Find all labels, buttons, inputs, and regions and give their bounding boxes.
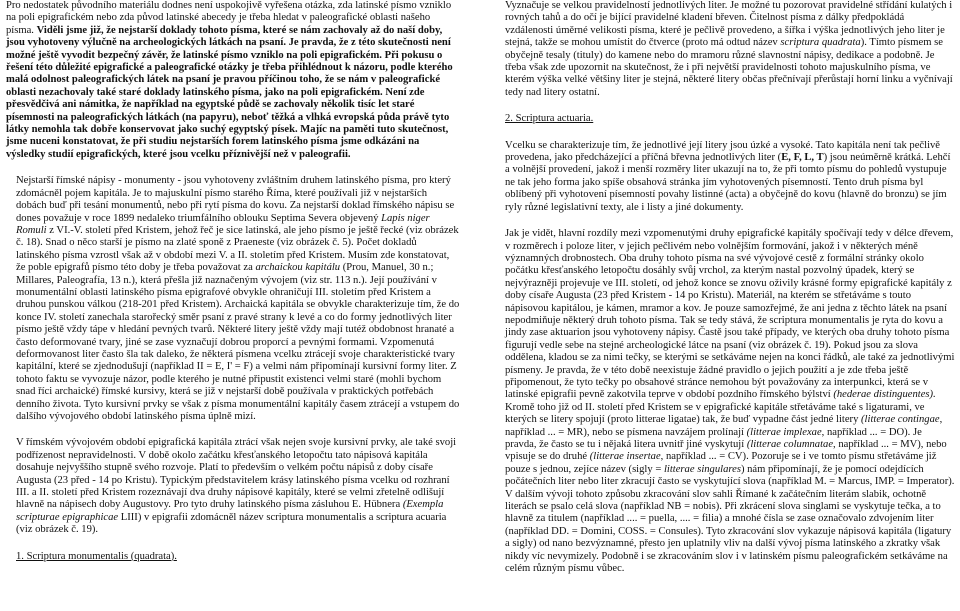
section-heading-actuaria: 2. Scriptura actuaria. — [505, 113, 594, 125]
actuaria-paragraph: Vcelku se charakterizuje tím, že jednotlivé její litery jsou úzké a vysoké. Tato kapitála není tak pečlivě provedena, jako předcházející a příčná břevna jednotlivých liter (E, F, L, T) jsou neúměrně krátká. Lehčí a volnější provedení, jakož i menší rozměry liter ukazují na to, že při tomto písmu do pohledů vystupuje ne tak jeho forma jako spíše obsahová stránka jím vyhotovených písemností. Tento druh písma byl oblíbený při vyhotovení písemností povahy listinné (acta) a obyčejně do kovu (hlavně do bronzu) se jím ryly různé legislativní texty, ale i listy a jiné dokumenty. — [505, 139, 951, 213]
comparison-paragraph: Jak je vidět, hlavní rozdíly mezi vzpomenutými druhy epigrafické kapitály spočívají tedy v délce dřevem, v rozměrech i poloze liter, v jejich pečlivém nebo volnějším formování, jakož i v některých méně významných drobnostech. Oba druhy tohoto písma na své vývojové cestě z formální stránky okolo počátku křesťanského letopočtu dosáhly svůj vrchol, za kterým nastal pozvolný úpadek, který se nejvýrazněji projevuje ve III. století, od jehož konce se znovu oživily krásné formy epigrafické kapitály z doby císaře Augusta (23 před Kristem - 14 po Kristu). Materiál, na kterém se střetáváme s touto nápisovou kapitálou, je kámen, mramor a kov. Je pouze samozřejmé, že ani jedna z těchto látek na psaní nepodmiňuje některý druh tohoto písma. Tak se tedy stává, že scriptura monumentalis je ryta do kovu a jindy zase aktuarion jsou vyhotoveny nápisy. Častě jsou také případy, ve kterých oba druhy tohoto písma figurují vedle sebe na stejné archeologické látce na psaní (viz obrázek č. 19). Pokud jsou za slova oddělena, kladou se za nimi tečky, se kterými se setkáváme nejen na konci řádků, ale také za jednotlivými písmeny. Je pravda, že v této době neexistuje žádné pravidlo o jejich použití a je zde třeba ještě připomenout, že tyto tečky po obsahové stránce nemohou být považovány za interpunkci, která se v latinské epigrafii pevně zakotvila teprve v období pozdního římského býlství (hederae distinguentes). Kromě toho již od II. století před Kristem se v epigrafické kapitále střetáváme také s ligaturami, ve kterých se litery spojují (proto litterae ligatae) tak, že buď vypadne část jedné litery (litterae contingae, například ... = MR), nebo se písmena navzájem prolínají (litterae implexae, například ... = DO). Je pravda, že často se tu i nějaká litera uvnitř jiné vyskytují (litterae columnatae, například ... = MV), nebo vpisuje se do druhé (litterae insertae, například ... = CV). Pozoruje se i ve tomto písmu střetáváme již pouze s jednou, zejíce název (sigly = litterae singulares) nám připomínají, že je pomocí odejdících počátečních liter nebo liter zkracují často se vyskytující slova (například M. = Marcus, IMP. = Imperator). V dalším vývoji tohoto způsobu zkracování slov sahli Římané k začátečním literám slabik, ochotně literách se psalo celá slova (například NB = nobis). Při zkrácení slova singlami se vyskytuje tečka, a to hlavně za titulem (například .... = puella, .... = filia) a mnohé čísla se zase označovalo zdvojením liter (například DD. = Domini, COSS. = Consules). Tyto zkracování slov vykazuje nápisová kapitála (ligatury a sigly) od nano bezvýznamné, přesto jen uplatnily vliv na další vývoj písma latinského a zkratky však nikdy víc nevymizely. Podobně i se zkracováním slov i v latinském písmu paleografickém setkáváme na celém různým písmu vůbec. — [505, 228, 955, 575]
intro-paragraph: Pro nedostatek původního materiálu dodnes není uspokojivě vyřešena otázka, zda latinské písmo vzniklo na poli epigrafickém nebo zda původ latinské abecedy je třeba hledat v paleografické oblasti našeho písma. Viděli jsme již, že nejstarší doklady tohoto písma, které se nám zachovaly až do naší doby, jsou vyhotoveny výlučně na archeologických látkách na psaní. Je pravda, že z této skutečnosti není možné ještě vyvodit bezpečný závěr, že latinské písmo vzniklo na poli epigrafickém. Při pokusu o řešení této důležité epigrafické a paleografické otázky je třeba přihlédnout k názoru, podle kterého malá odolnost paleografických látek na psaní je pravou příčinou toho, že se nám v paleografické oblasti nezachovaly také staré doklady latinského písma, jako na poli epigrafickém. Není zde přesvědčivá ani námitka, že například na egyptské půdě se zachovaly několik tisíc let staré písemnosti na paleografických látkách (na papyru), neboť těžká a vlhká evropská půda právě tyto látky nemohla tak dobře konservovat jako suchý egyptský písek. Majíc na paměti tuto skutečnost, jsme nuceni konstatovat, že při studiu nejstarších forem latinského písma jsme odkázáni na výsledky studií epigrafických, které jsou vcelku příznivější než v paleografii. — [6, 0, 453, 160]
roman-period-paragraph: V římském vývojovém období epigrafická kapitála ztrácí však nejen svoje kursivní prvky, ale také svoji podřízenost nepravidelnosti. V době okolo začátku křesťanského letopočtu tato nápisová kapitála dosahuje nejvyššího stupně svého rozvoje. Platí to především o velkém počtu nápisů z doby císaře Augusta (23 před - 14 po Kristu). Typickým představitelem krásy latinského písma vcelku od rozhraní III. a II. století před Kristem rozeznávají dva druhy nápisové kapitály, které se velmi zřetelně odlišují hlavně na nápisech doby Augustovy. Pro tyto druhy latinského písma zásluhou E. Hübnera (Exempla scripturae epigraphicae LIII) v epigrafii zdomácněl název scriptura monumentalis a scriptura acuaria (viz obrázek č. 19). — [16, 437, 457, 536]
left-column — [6, 0, 460, 563]
inscriptions-paragraph: Nejstarší římské nápisy - monumenty - jsou vyhotoveny zvláštním druhem latinského písma, pro který zdomácněl pojem kapitála. Je to majuskulní písmo starého Říma, které používali již v nejstarších dobách buď při tesání monumentů, nebo při rytí písma do kovu. Za nejstarší doklad římského nápisu se dones považuje v roce 1899 nedaleko triumfálního oblouku Septima Severa objevený Lapis niger Romuli z VI.-V. století před Kristem, jehož řeč je sice latinská, ale jeho písmo je ještě řecké (viz obrázek č. 18). Snad o něco starší je písmo na zlaté sponě z Praeneste (viz obrázek č. 5). Počet dokladů latinského písma vzrostl však až v období mezi V. a II. stoletím před Kristem. Musím zde konstatovat, že poble epigrafů písmo této doby je třeba považovat za archaickou kapitálu (Prou, Manuel, 30 n.; Millares, Paleografía, 13 n.), která přešla již naznačeným vývojem (viz str. 113 n.). Její používání v monumentální oblasti latinského písma epigrafové obvykle ohraničují III. stoletím před Kristem a druhou punskou válkou (218-201 před Kristem). Archaická kapitála se obvykle charakterizuje tím, že do konce IV. století zanechala starořecký směr psaní z pravé strany k levé a co do formy jednotlivých liter písmo ještě vždy tápe v hledání pevných tvarů. Některé litery ještě vždy mají tutéž obdobnost hranaté a často deformované tvary, jiné se zase vyznačují dobrou proporcí a pevnými formami. Vzpomenutá deformovanost liter často šla tak daleko, že některá písmena vcelku ztrácejí svoje charakteristické tvary kapitální, které se zjednodušují (například II = E, I' = F) a velmi nám připomínají kursivní formy liter. Z tohoto faktu se vyvozuje názor, podle kterého je nutné připustit existenci velmi staré (mohli bychom snad říci archaické) římské kursivy, která se již v nejstarší době používala v praktických potřebách denního života. Tyto kursivní prvky se však z písma monumentální kapitály časem ztrácejí a vstupem do dalšího vývojového období latinského písma úplně mizí. — [16, 175, 460, 422]
quadrata-paragraph: Vyznačuje se velkou pravidelností jednotlivých liter. Je možné tu pozorovat pravidelné střídání kulatých i rovných tahů a do očí je bijící pravidelné kladení břeven. Čitelnost písma z dálky předpokládá vzdálenosti úměrné velikosti písma, které je pečlivě provedeno, a šířka i výška jednotlivých jeho liter je stejná, takže se mohou umístit do čtverce (proto má odtud název scriptura quadrata). Tímto písmem se obyčejně tesaly (tituly) do kamene nebo do mramoru různé slavnostní nápisy, dedikace a podobně. Je třeba však zde upozornit na skutečnost, že i při největší pravidelnosti tohoto majuskulního písma, ve kterém výška velké většiny liter je stejná, některé litery občas přečnívají přerůstají horní linku a vyčnívají tedy nad litery ostatní. — [505, 0, 953, 98]
right-column — [495, 0, 955, 575]
section-heading-monumentalis: 1. Scriptura monumentalis (quadrata). — [16, 550, 177, 562]
